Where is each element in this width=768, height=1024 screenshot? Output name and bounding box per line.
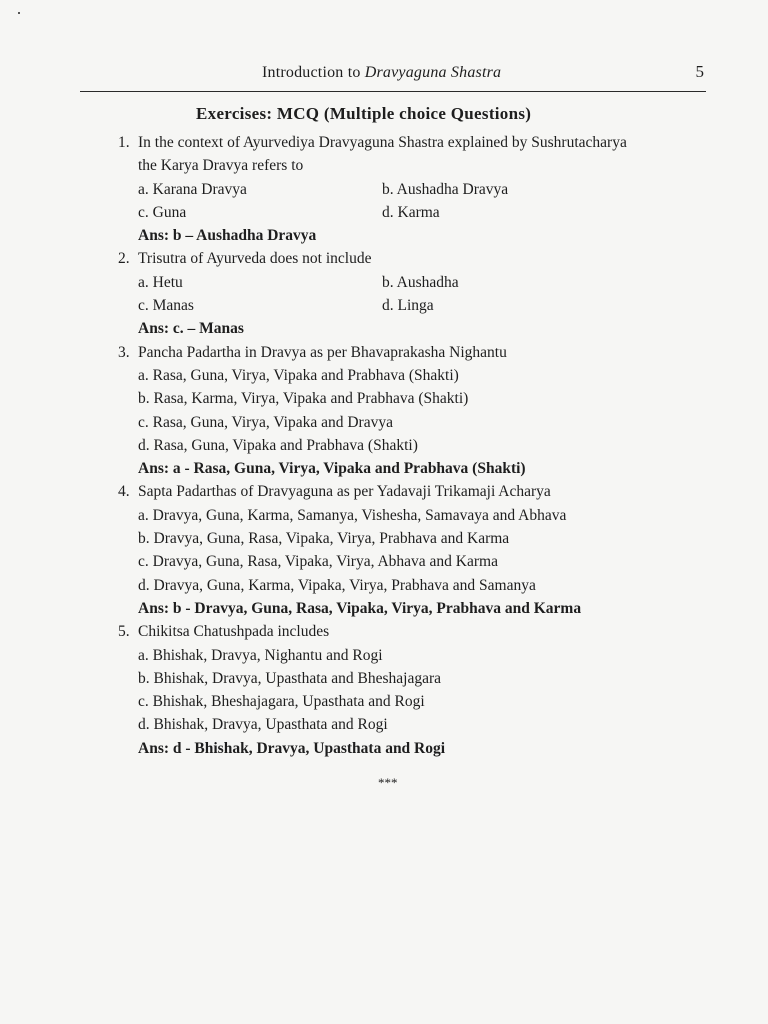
- option-b: b. Aushadha Dravya: [382, 180, 509, 198]
- option-b: b. Aushadha: [382, 273, 459, 291]
- running-head: [80, 58, 706, 94]
- option-a: a. Karana Dravya: [138, 180, 247, 198]
- running-title-book: Dravyaguna Shastra: [364, 64, 502, 81]
- question-text: Sapta Padarthas of Dravyaguna as per Yadavaji Trikamaji Acharya: [138, 483, 551, 501]
- answer: Ans: a - Rasa, Guna, Virya, Vipaka and Prabhava (Shakti): [138, 460, 526, 478]
- question-2: [118, 247, 718, 340]
- question-5: [118, 620, 718, 760]
- answer: Ans: b – Aushadha Dravya: [138, 227, 317, 245]
- question-list: [118, 131, 718, 760]
- question-text-line: [118, 247, 718, 270]
- option-a: a. Hetu: [138, 273, 183, 291]
- answer: Ans: b - Dravya, Guna, Rasa, Vipaka, Virya, Prabhava and Karma: [138, 599, 582, 617]
- running-title-prefix: Introduction to: [262, 64, 365, 81]
- option-row: [118, 294, 718, 317]
- option-a: a. Dravya, Guna, Karma, Samanya, Vishesha, Samavaya and Abhava: [138, 506, 567, 524]
- page-number: 5: [695, 62, 704, 81]
- option-b: b. Rasa, Karma, Virya, Vipaka and Prabhava (Shakti): [138, 390, 469, 408]
- question-text: In the context of Ayurvediya Dravyaguna Shastra explained by Sushrutacharya: [138, 134, 627, 151]
- running-title: [262, 64, 501, 82]
- question-text: the Karya Dravya refers to: [138, 157, 304, 175]
- option-d: d. Rasa, Guna, Vipaka and Prabhava (Shakti): [138, 436, 418, 454]
- question-number: 2.: [118, 250, 130, 268]
- option-d: d. Dravya, Guna, Karma, Vipaka, Virya, Prabhava and Samanya: [138, 576, 536, 594]
- option-row: [118, 271, 718, 294]
- question-text: Chikitsa Chatushpada includes: [138, 623, 330, 641]
- option-d: d. Linga: [382, 297, 434, 315]
- question-4: [118, 480, 718, 620]
- option-a: a. Bhishak, Dravya, Nighantu and Rogi: [138, 646, 383, 664]
- question-3: [118, 341, 718, 481]
- question-number: 4.: [118, 483, 130, 501]
- answer: Ans: d - Bhishak, Dravya, Upasthata and Rogi: [138, 739, 446, 757]
- scan-speck: [18, 12, 20, 14]
- question-text-line: [118, 341, 718, 364]
- option-c: c. Manas: [138, 297, 194, 315]
- question-1: [118, 131, 718, 247]
- question-text: Trisutra of Ayurveda does not include: [138, 250, 372, 268]
- option-a: a. Rasa, Guna, Virya, Vipaka and Prabhava (Shakti): [138, 366, 459, 384]
- option-c: c. Guna: [138, 203, 187, 221]
- question-text-line: [118, 131, 718, 154]
- question-text-line: [118, 620, 718, 643]
- option-c: c. Bhishak, Bheshajagara, Upasthata and Rogi: [138, 693, 425, 711]
- option-d: d. Bhishak, Dravya, Upasthata and Rogi: [138, 716, 388, 734]
- option-row: [118, 201, 718, 224]
- question-text-line: [118, 154, 718, 177]
- question-number: 1.: [118, 134, 130, 151]
- option-b: b. Bhishak, Dravya, Upasthata and Bheshajagara: [138, 669, 442, 687]
- question-number: 5.: [118, 623, 130, 641]
- end-mark: ***: [378, 775, 398, 790]
- option-b: b. Dravya, Guna, Rasa, Vipaka, Virya, Prabhava and Karma: [138, 530, 510, 548]
- option-c: c. Dravya, Guna, Rasa, Vipaka, Virya, Abhava and Karma: [138, 553, 498, 571]
- section-heading: Exercises: MCQ (Multiple choice Questions): [196, 104, 532, 123]
- option-c: c. Rasa, Guna, Virya, Vipaka and Dravya: [138, 413, 393, 431]
- question-number: 3.: [118, 343, 130, 361]
- question-text: Pancha Padartha in Dravya as per Bhavaprakasha Nighantu: [138, 343, 507, 361]
- option-d: d. Karma: [382, 203, 440, 221]
- option-row: [118, 178, 718, 201]
- question-text-line: [118, 480, 718, 503]
- answer: Ans: c. – Manas: [138, 320, 244, 338]
- header-rule: [80, 91, 706, 92]
